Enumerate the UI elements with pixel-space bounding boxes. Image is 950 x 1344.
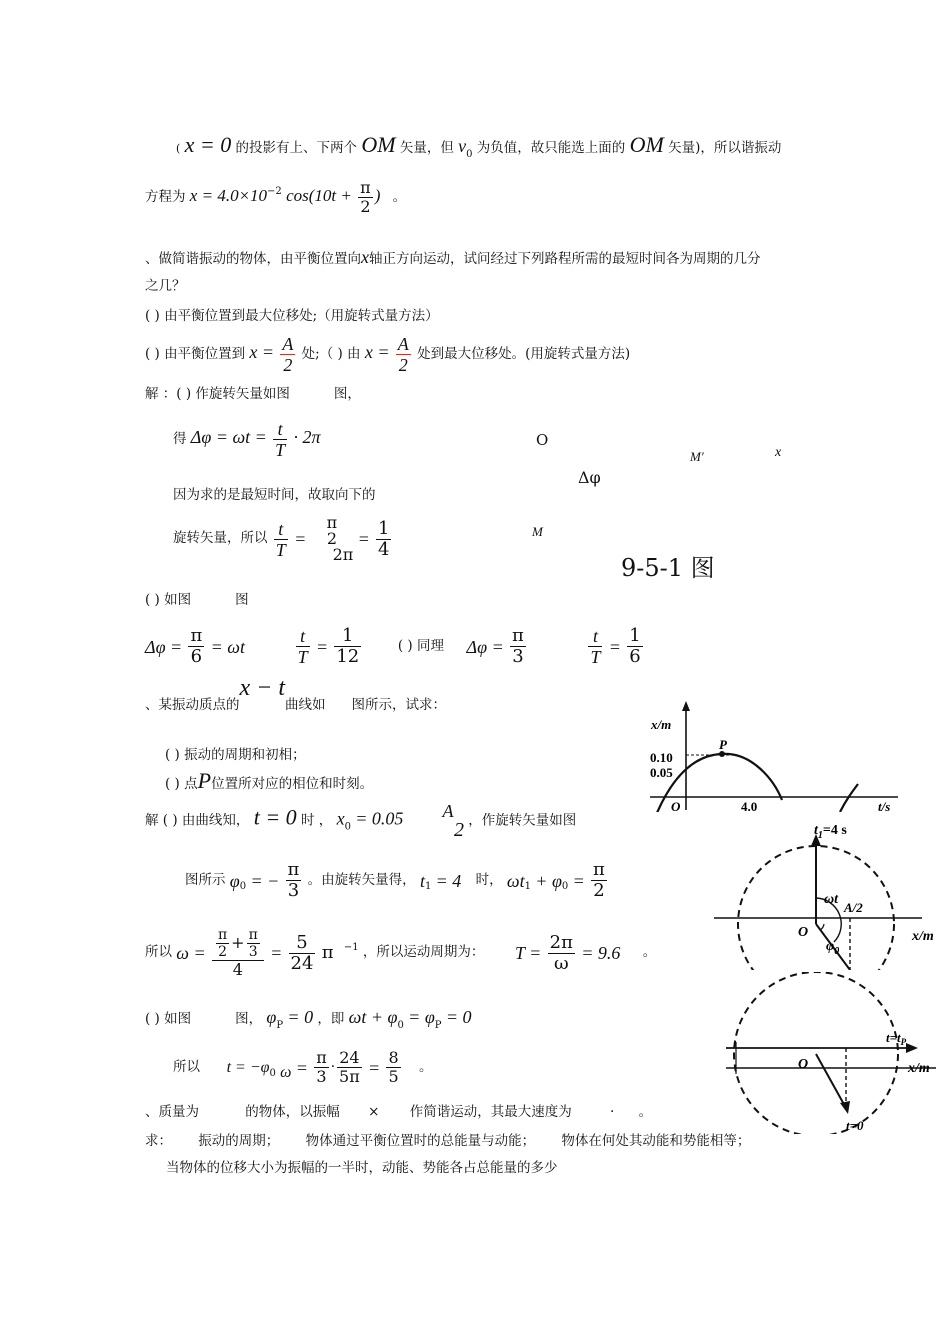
- pi-over-2: $\frac{\pi}{2}$: [360, 178, 371, 216]
- c1-t1-val: =4 s: [822, 823, 847, 838]
- graph-y2: 0.05: [650, 765, 673, 780]
- c1-t1-sub: 1: [817, 830, 823, 841]
- exponent: −2: [267, 186, 282, 197]
- fig-m-label: M: [532, 524, 543, 539]
- eq-part: cos(10t +: [286, 186, 352, 205]
- q1-part1: ( ) 由平衡位置到最大位移处;（用旋转式量方法）: [145, 308, 439, 324]
- graph-p: P: [719, 737, 727, 752]
- sol1-eq1: 得 Δφ = ωt = $\frac{t}{T}$ · 2π: [173, 419, 321, 460]
- vector-t0-2: [816, 1054, 846, 1108]
- eq-x0: x = 0: [184, 132, 232, 157]
- sine-curve-tail: [840, 784, 858, 812]
- fig-x-label: x: [775, 445, 782, 460]
- sol2-line3: 所以 ω = $\frac{\pi}{2}$ + $\frac{\pi}{3}$ 4 = $\frac{5}{24}$ π $^{-1}$ ，所以运动周期为： T = $\frac{2\pi}{\omega}$ = 9.6 。: [145, 927, 657, 979]
- c2-tp: t=t: [886, 1030, 901, 1045]
- text: 的投影有上、下两个: [235, 140, 358, 156]
- fig-o-label: O: [536, 431, 549, 449]
- graph-ylabel: x/m: [651, 717, 672, 732]
- eq-part: x = 4.0×10: [189, 186, 268, 205]
- line2: [145, 180, 406, 215]
- period: 。: [392, 189, 407, 205]
- sol1-part2-eqs: Δφ = $\frac{\pi}{6}$ = ωt $\frac{t}{T}$ = $\frac{1}{12}$ ( ) 同理 Δφ = $\frac{\pi}{3}$ $\frac{t}{T}$ = $\frac{1}{6}$: [145, 625, 641, 667]
- c1-half: A/2: [844, 900, 863, 915]
- sol2-line2: 图所示 $\varphi_0$ = − $\frac{\pi}{3}$ 。由旋转矢量得， $t_1 = 4$ 时， $\omega t_1 + \varphi_0$ = $\frac{\pi}{2}$: [185, 859, 605, 901]
- line1: [176, 134, 781, 160]
- rotation-circle-2: [722, 972, 946, 1134]
- vector-tp-arrow: [906, 1043, 918, 1053]
- c1-o: O: [798, 925, 809, 940]
- q1-lead: 、做简谐振动的物体，由平衡位置向x轴正方向运动，试问经过下列路程所需的最短时间各为周期的几分: [145, 247, 761, 267]
- q3-line2: 求： 振动的周期； 物体通过平衡位置时的总能量与动能； 物体在何处其动能和势能相等；: [145, 1133, 751, 1149]
- eq-close: ): [374, 186, 381, 205]
- fig-caption: 9-5-1 图: [621, 554, 715, 582]
- text: 为负值，故只能选上面的: [476, 140, 626, 156]
- xt-graph: [640, 700, 900, 812]
- sol2-line5: 所以 $t = -\varphi_0$ ω = $\frac{\pi}{3}$ · $\frac{24}{5\pi}$ = $\frac{8}{5}$ 。: [173, 1048, 433, 1086]
- c2-xlabel: x/m: [908, 1061, 930, 1076]
- sol2-line1: 解 ( ) 由曲线知， t = 0 时 ， $x_0 = 0.05$ A 2 ，作旋转矢量如图: [145, 801, 577, 841]
- sol1-lead: 解 ：( ) 作旋转矢量如图 图，: [145, 386, 361, 402]
- phi0-arc: [820, 924, 824, 930]
- c1-wt: ωt: [824, 892, 839, 907]
- text: 矢量，但: [399, 140, 454, 156]
- c1-xlabel: x/m: [912, 929, 934, 944]
- v-sub: 0: [466, 149, 473, 160]
- graph-xlabel: t/s: [878, 799, 891, 812]
- y-axis-arrow: [682, 701, 690, 711]
- svg-text:φ0: [826, 939, 839, 957]
- c2-o: O: [798, 1057, 809, 1072]
- sol1-part2-lead: ( ) 如图 图: [145, 592, 249, 608]
- sol1-eq2: 旋转矢量，所以 $\frac{t}{T}$ = π 2 2π = $\frac{1}{4}$: [173, 513, 390, 564]
- q3-line1: 、质量为 的物体，以振幅 × 作简谐运动，其最大速度为 · 。: [145, 1104, 653, 1120]
- c1-phi0-sub: 0: [834, 946, 840, 957]
- q2-lead: 、某振动质点的x − t曲线如 图所示，试求：: [145, 675, 447, 713]
- graph-o: O: [671, 799, 681, 812]
- q2-part2: ( ) 点P位置所对应的相位和时刻。: [165, 768, 374, 793]
- sol1-reason: 因为求的是最短时间，故取向下的: [173, 487, 376, 503]
- graph-xtick: 4.0: [741, 799, 758, 812]
- a-over-2b: $\frac{A}{2}$: [397, 334, 409, 375]
- fig-m-prime-label: M′: [690, 449, 704, 464]
- c2-tp-sub: P: [900, 1037, 907, 1047]
- om-vector-2: OM: [629, 132, 664, 157]
- vector-t0-2-arrow: [840, 1101, 850, 1114]
- sol2-line4: ( ) 如图 图， $\varphi_P = 0$ ，即 $\omega t + \varphi_0 = \varphi_P = 0$: [145, 1007, 472, 1031]
- q2-part1: ( ) 振动的周期和初相；: [165, 747, 306, 763]
- q3-line3: 当物体的位移大小为振幅的一半时，动能、势能各占总能量的多少: [166, 1160, 558, 1176]
- graph-y1: 0.10: [650, 750, 673, 765]
- q1-lead-2: 之几？: [145, 278, 186, 294]
- dashed-circle-2: [734, 972, 898, 1134]
- text: 方程为: [145, 189, 186, 205]
- om-vector: OM: [361, 132, 396, 157]
- c2-t0: t=0: [846, 1118, 864, 1133]
- svg-text:t=tP: [886, 1030, 907, 1047]
- fig-dphi-label: Δφ: [578, 468, 601, 487]
- omega-frac: $\frac{\pi}{2}$ + $\frac{\pi}{3}$ 4: [212, 928, 264, 978]
- rotation-circle-1: [712, 812, 948, 970]
- a-over-2: $\frac{A}{2}$: [282, 334, 294, 375]
- q1-part2: ( ) 由平衡位置到 x = $\frac{A}{2}$ 处;（ ) 由 x = $\frac{A}{2}$ 处到最大位移处。(用旋转式量方法): [145, 334, 631, 375]
- svg-text:t1=4 s: [814, 823, 847, 841]
- text: 矢量)，所以谐振动: [668, 140, 782, 156]
- c1-phi0: φ: [826, 939, 835, 954]
- x-symbol: x: [361, 247, 369, 267]
- paren: (: [176, 142, 181, 155]
- c1-t1: t: [814, 823, 818, 838]
- v-symbol: v: [458, 136, 467, 156]
